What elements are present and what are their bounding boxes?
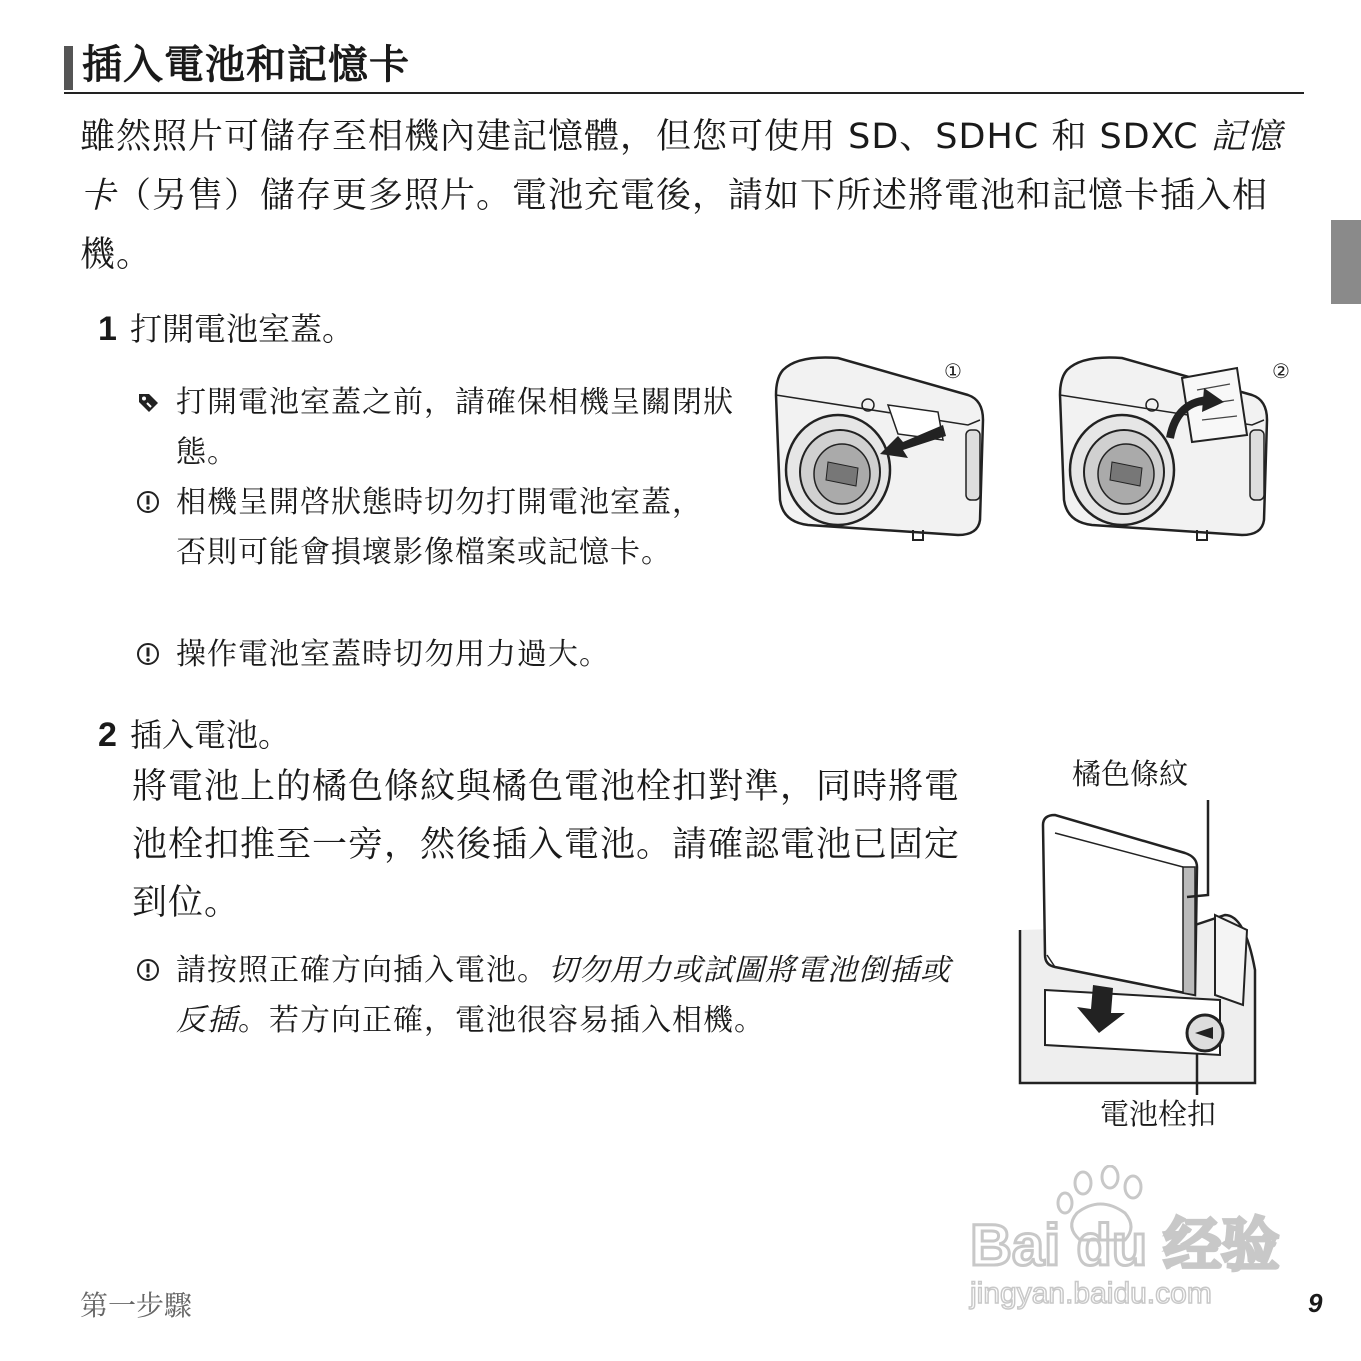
- tip-icon: [136, 390, 160, 414]
- footer-section: 第一步驟: [80, 1289, 193, 1322]
- note-text-1: 請按照正確方向插入電池。: [176, 953, 548, 988]
- battery-insertion-illustration: [1015, 795, 1265, 1095]
- section-heading: [64, 40, 1304, 94]
- watermark-brand: Bai du 经验: [970, 1213, 1280, 1278]
- callout-stripe: 橘色條紋: [1072, 757, 1189, 791]
- note-caution-1: [136, 478, 726, 628]
- caution-icon: [136, 958, 160, 982]
- chapter-tab: [1331, 220, 1361, 304]
- step-2-paragraph: 將電池上的橘色條紋與橘色電池栓扣對準，同時將電池栓扣推至一旁，然後插入電池。請確認電池已固定到位。: [132, 767, 961, 923]
- note-italic: 切勿用力或試圖將電池倒插或反插: [176, 953, 951, 1038]
- note-text: 操作電池室蓋時切勿用力過大。: [176, 637, 610, 672]
- callout-latch: 電池栓扣: [1100, 1097, 1217, 1131]
- watermark-url: jingyan.baidu.com: [970, 1277, 1212, 1310]
- note-text: [176, 946, 976, 1046]
- baidu-logo: [965, 1165, 1285, 1310]
- step-2-heading: [98, 710, 290, 756]
- baidu-watermark: [965, 1165, 1285, 1310]
- page-number: 9: [1308, 1288, 1323, 1318]
- figure-label-1: ①: [944, 359, 962, 383]
- heading-text: 插入電池和記憶卡: [82, 42, 410, 88]
- step-title: 插入電池。: [130, 716, 291, 754]
- step-number: 2: [98, 716, 117, 754]
- caution-icon: [136, 490, 160, 514]
- intro-italic: 記憶卡: [80, 117, 1283, 216]
- step-number: 1: [98, 310, 117, 348]
- note-text: 打開電池室蓋之前，請確保相機呈關閉狀態。: [176, 385, 734, 470]
- note-text-2: 。若方向正確，電池很容易插入相機。: [238, 1003, 765, 1038]
- note-caution-2: [136, 630, 756, 680]
- intro-text-2: （另售）儲存更多照片。電池充電後，請如下所述將電池和記憶卡插入相機。: [80, 176, 1269, 275]
- step-1-heading: [98, 304, 354, 350]
- camera-illustration-open-cover: [768, 350, 1018, 550]
- figure-label-2: ②: [1272, 359, 1290, 383]
- caution-icon: [136, 642, 160, 666]
- note-tip: [136, 378, 756, 478]
- camera-illustration-cover-raised: [1052, 350, 1302, 550]
- note-caution-3: [136, 946, 986, 1046]
- step-title: 打開電池室蓋。: [130, 310, 355, 348]
- note-text: 相機呈開啓狀態時切勿打開電池室蓋，否則可能會損壞影像檔案或記憶卡。: [176, 485, 703, 570]
- heading-marker: [64, 46, 73, 90]
- intro-text-1: 雖然照片可儲存至相機內建記憶體，但您可使用 SD、SDHC 和 SDXC: [80, 117, 1211, 157]
- intro-paragraph: [80, 108, 1305, 285]
